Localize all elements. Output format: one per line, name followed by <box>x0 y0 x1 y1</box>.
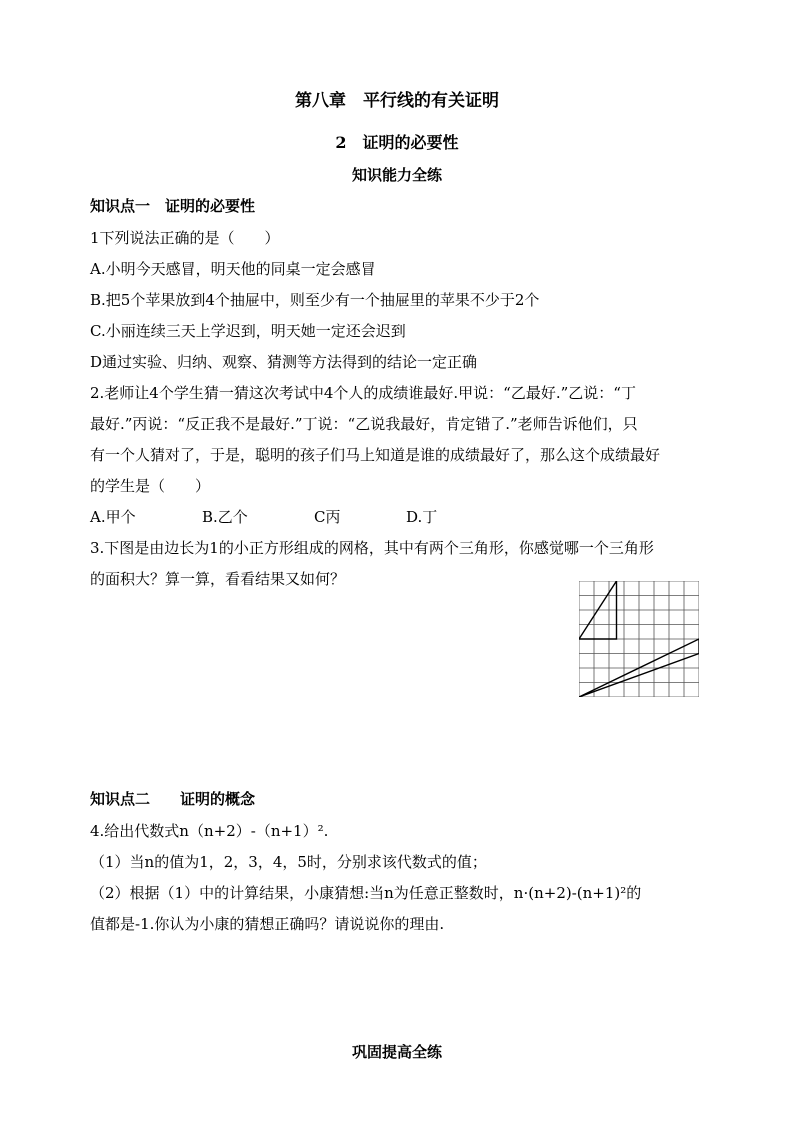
subsection-title: 知识能力全练 <box>351 166 442 184</box>
question-2-line-3: 有一个人猜对了，于是，聪明的孩子们马上知道是谁的成绩最好了，那么这个成绩最好 <box>90 446 661 464</box>
chapter-title: 第八章 平行线的有关证明 <box>295 91 499 111</box>
triangle-grid-figure <box>579 581 699 697</box>
question-1-option-d: D通过实验、归纳、观察、猜测等方法得到的结论一定正确 <box>90 353 478 371</box>
question-2-option-a: A.甲个 <box>90 508 136 526</box>
question-4-part-1: （1）当n的值为1，2，3，4，5时，分别求该代数式的值； <box>90 853 487 871</box>
question-1-option-c: C.小丽连续三天上学迟到，明天她一定还会迟到 <box>90 322 406 340</box>
question-2-option-d: D.丁 <box>406 508 438 526</box>
question-4-part-2-line-1: （2）根据（1）中的计算结果，小康猜想:当n为任意正整数时，n·(n+2)-(n+1)²的 <box>90 884 642 902</box>
question-1-option-a: A.小明今天感冒，明天他的同桌一定会感冒 <box>90 260 376 278</box>
question-2-line-2: 最好.”丙说：“反正我不是最好.”丁说：“乙说我最好，肯定错了.”老师告诉他们，只 <box>90 415 638 433</box>
question-2-line-4: 的学生是（ ） <box>90 477 211 495</box>
question-2-line-1: 2.老师让4个学生猜一猜这次考试中4个人的成绩谁最好.甲说：“乙最好.”乙说：“丁 <box>90 384 636 402</box>
section-title: 2 证明的必要性 <box>335 133 459 152</box>
question-1-stem: 1下列说法正确的是（ ） <box>90 229 280 247</box>
knowledge-point-2-heading: 知识点二 证明的概念 <box>90 790 256 808</box>
question-4-stem: 4.给出代数式n（n+2）-（n+1）². <box>90 822 329 840</box>
knowledge-point-1-heading: 知识点一 证明的必要性 <box>90 197 256 215</box>
question-3-line-2: 的面积大？算一算，看看结果又如何？ <box>90 570 346 588</box>
question-3-line-1: 3.下图是由边长为1的小正方形组成的网格，其中有两个三角形，你感觉哪一个三角形 <box>90 539 654 557</box>
consolidation-section-title: 巩固提高全练 <box>351 1043 442 1061</box>
question-2-option-c: C丙 <box>314 508 341 526</box>
question-2-option-b: B.乙个 <box>202 508 248 526</box>
question-4-part-2-line-2: 值都是-1.你认为小康的猜想正确吗？请说说你的理由. <box>90 915 445 933</box>
question-1-option-b: B.把5个苹果放到4个抽屉中，则至少有一个抽屉里的苹果不少于2个 <box>90 291 540 309</box>
